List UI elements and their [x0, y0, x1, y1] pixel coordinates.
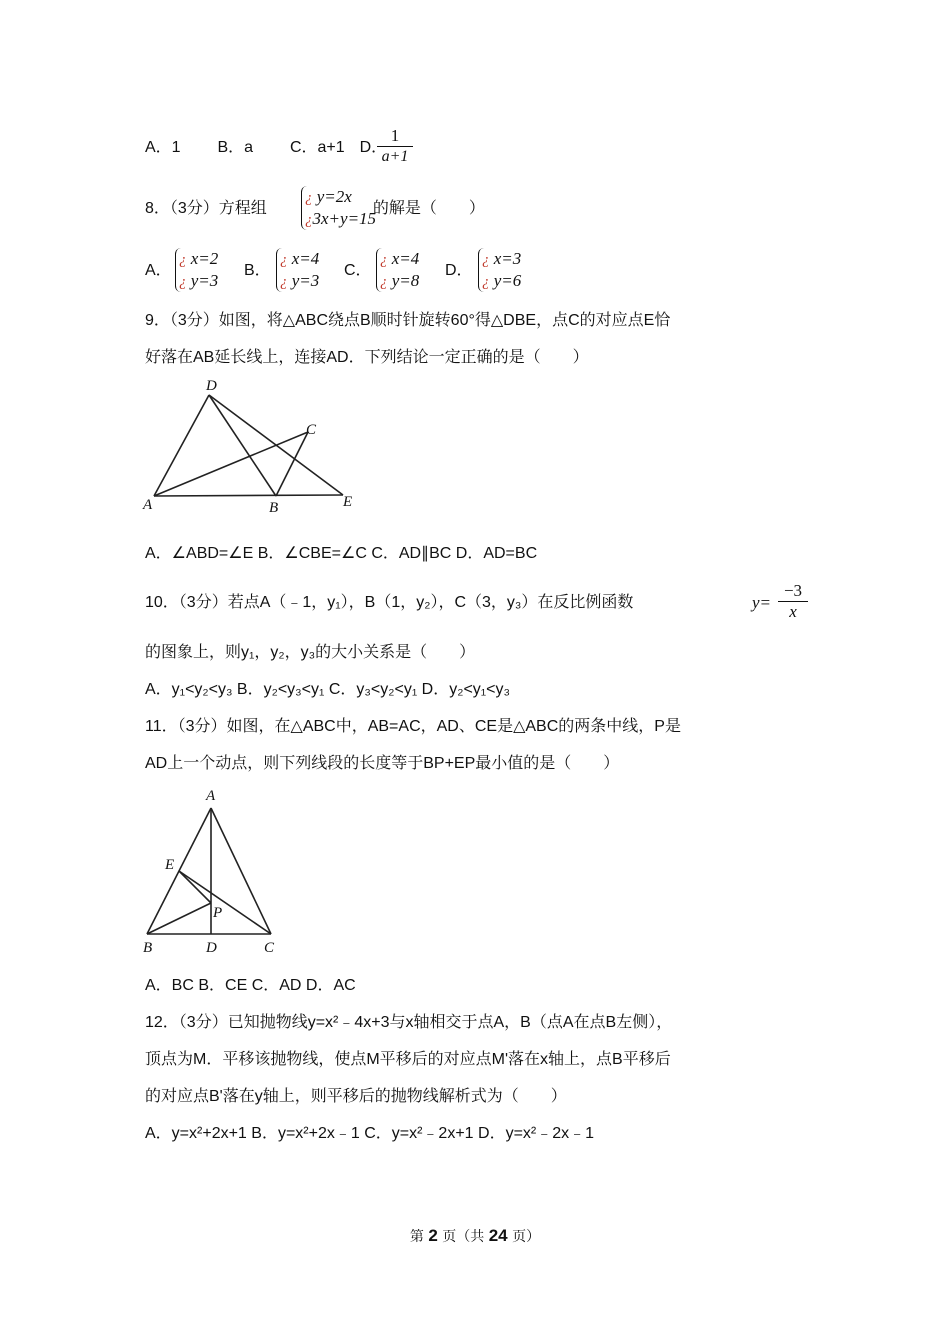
placeholder-glyph: ¿ [280, 274, 288, 290]
q8-option-c-row-2: ¿ y=8 [380, 271, 420, 290]
placeholder-glyph: ¿ [305, 212, 313, 228]
q8-equation-system [301, 186, 376, 230]
q8-option-d-row-1: ¿ x=3 [482, 249, 522, 268]
q7-option-a: A．1 [145, 139, 181, 156]
q8-stem-before: 8．（3分）方程组 [145, 200, 267, 217]
q9-label-d: D [206, 378, 217, 394]
placeholder-glyph: ¿ [179, 252, 187, 268]
placeholder-glyph: ¿ [280, 252, 288, 268]
q7-option-d: D． [359, 139, 388, 156]
q8-option-a-system [175, 248, 218, 292]
q8-option-b-system [276, 248, 319, 292]
q9-label-e: E [343, 494, 353, 510]
placeholder-glyph: ¿ [380, 274, 388, 290]
q10-fraction-denominator: x [778, 601, 808, 622]
q9-stem-line-1: 9．（3分）如图，将△ABC绕点B顺时针旋转60°得△DBE，点C的对应点E恰 [145, 312, 671, 329]
q11-label-a: A [206, 788, 216, 804]
q11-stem-line-2: AD上一个动点，则下列线段的长度等于BP+EP最小值的是（ ） [145, 755, 620, 772]
q10-fraction-numerator: −3 [783, 581, 803, 600]
q9-figure-lines [154, 395, 343, 496]
q8-stem-after: 的解是（ ） [372, 200, 485, 217]
q11-stem-line-1: 11．（3分）如图，在△ABC中，AB=AC，AD、CE是△ABC的两条中线，P是 [145, 718, 681, 735]
q8-option-c-row-1: ¿ x=4 [380, 249, 420, 268]
q8-option-a-row-1: ¿ x=2 [179, 249, 219, 268]
q7-options [145, 138, 387, 158]
q8-option-c-system [376, 248, 419, 292]
q7-option-d-fraction [377, 126, 413, 167]
q8-option-a-row-2: ¿ y=3 [179, 271, 219, 290]
q7-fraction-numerator: 1 [390, 126, 400, 145]
q10-stem-line-2: 的图象上，则y₁，y₂，y₃的大小关系是（ ） [145, 644, 476, 661]
q7-option-b: B．a [217, 139, 254, 156]
q11-label-c: C [264, 940, 275, 956]
placeholder-glyph: ¿ [179, 274, 187, 290]
q9-stem-line-2: 好落在AB延长线上，连接AD．下列结论一定正确的是（ ） [145, 349, 589, 366]
q9-label-b: B [269, 500, 279, 516]
placeholder-glyph: ¿ [482, 252, 490, 268]
q12-stem-line-3: 的对应点B'落在y轴上，则平移后的抛物线解析式为（ ） [145, 1088, 567, 1105]
q11-label-d: D [206, 940, 217, 956]
q9-segment-db [209, 395, 276, 496]
q10-function-fraction [778, 581, 808, 622]
q9-label-c: C [306, 422, 317, 438]
q9-segment-ae [154, 495, 343, 496]
q11-label-b: B [143, 940, 153, 956]
q12-options: A．y=x²+2x+1 B．y=x²+2x﹣1 C．y=x²﹣2x+1 D．y=x²﹣2x﹣1 [145, 1125, 595, 1142]
footer-suffix: 页） [512, 1229, 541, 1245]
q7-option-c: C．a+1 [289, 139, 345, 156]
q8-system-row-1: ¿ y=2x [305, 187, 352, 206]
q8-system-row-2: ¿3x+y=15 [305, 209, 377, 228]
q11-segment-ep [179, 871, 211, 903]
q8-option-b-row-1: ¿ x=4 [280, 249, 320, 268]
q12-stem-line-1: 12．（3分）已知抛物线y=x²﹣4x+3与x轴相交于点A，B（点A在点B左侧）， [145, 1014, 673, 1031]
q9-segment-bc [276, 432, 308, 496]
q11-label-e: E [165, 857, 175, 873]
q8-option-b-label: B． [244, 262, 271, 279]
placeholder-glyph: ¿ [305, 190, 313, 206]
q8-option-b-row-2: ¿ y=3 [280, 271, 320, 290]
q7-fraction-denominator: a+1 [377, 146, 413, 167]
q10-stem-line-1: 10．（3分）若点A（﹣1，y₁），B（1，y₂），C（3，y₃）在反比例函数 [145, 594, 634, 611]
footer-page-number: 2 [428, 1226, 438, 1245]
q9-options: A．∠ABD=∠E B．∠CBE=∠C C．AD∥BC D．AD=BC [145, 545, 538, 562]
q11-options: A．BC B．CE C．AD D．AC [145, 977, 356, 994]
q11-segment-bp [147, 903, 211, 934]
footer-total-pages: 24 [488, 1226, 508, 1245]
q10-function-lhs: y= [752, 593, 772, 612]
q8-option-a-label: A． [145, 262, 172, 279]
q11-figure [140, 782, 286, 960]
page-footer [0, 1226, 950, 1246]
q10-options: A．y₁<y₂<y₃ B．y₂<y₃<y₁ C．y₃<y₂<y₁ D．y₂<y₁<y₃ [145, 681, 511, 698]
q8-option-d-row-2: ¿ y=6 [482, 271, 522, 290]
q8-option-c-label: C． [344, 262, 372, 279]
q11-label-p: P [213, 905, 223, 921]
q8-option-d-label: D． [445, 262, 473, 279]
q12-stem-line-2: 顶点为M．平移该抛物线，使点M平移后的对应点M'落在x轴上，点B平移后 [145, 1051, 671, 1068]
q9-label-a: A [143, 497, 153, 513]
q9-figure [140, 374, 370, 516]
q9-segment-ac [154, 432, 308, 496]
footer-mid: 页（共 [442, 1229, 485, 1245]
q8-option-d-system [478, 248, 521, 292]
q9-segment-ad [154, 395, 209, 496]
placeholder-glyph: ¿ [482, 274, 490, 290]
placeholder-glyph: ¿ [380, 252, 388, 268]
q11-segment-ce [179, 871, 271, 934]
footer-prefix: 第 [409, 1229, 424, 1245]
